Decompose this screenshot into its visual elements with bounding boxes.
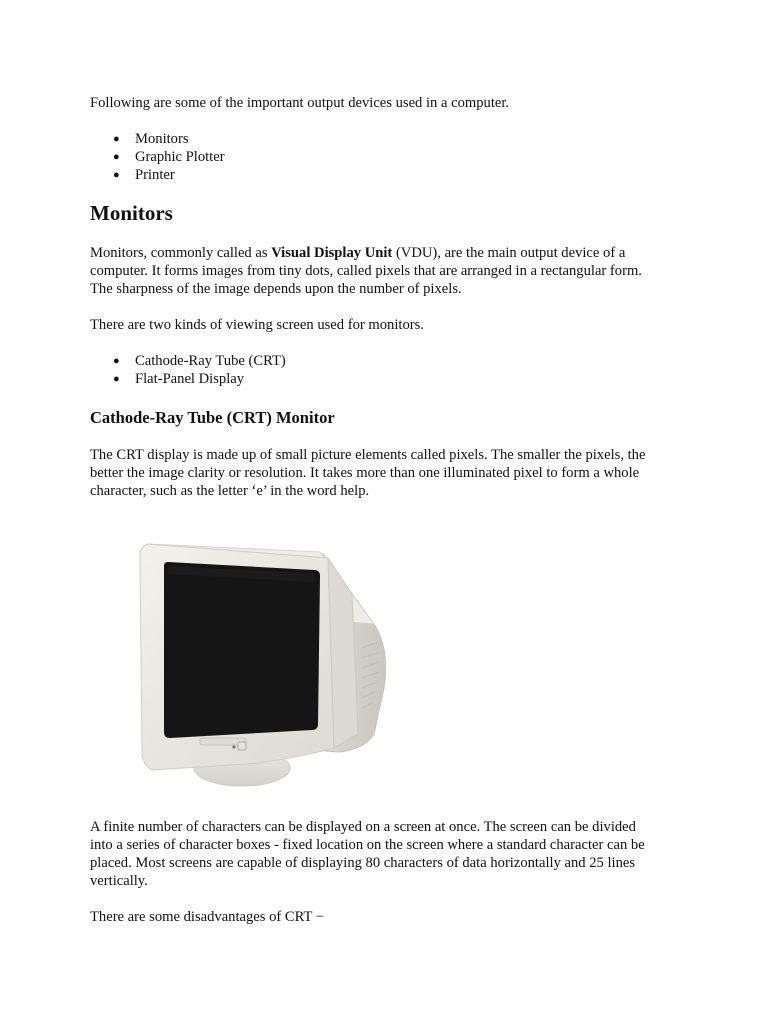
monitors-heading: Monitors bbox=[90, 201, 173, 225]
crt-paragraph-2: A finite number of characters can be displayed on a screen at once. The screen can be divided into a series of character boxes - fixed location on the screen where a standard character can be placed. Most screens are capable of displaying 80 characters of data horizontally and 25 lines vertically. bbox=[90, 819, 645, 889]
list-item: ● Flat-Panel Display bbox=[113, 371, 245, 387]
bullet-icon: ● bbox=[113, 133, 120, 145]
crt-lower-section bbox=[90, 818, 680, 926]
screen-kinds-list bbox=[90, 352, 680, 388]
monitors-paragraph: Monitors, commonly called as Visual Display Unit (VDU), are the main output device of a computer. It forms images from tiny dots, called pixels that are arranged in a rectangular form. The sharpness of the image depends upon the number of pixels. bbox=[90, 245, 642, 297]
list-item: ● Cathode-Ray Tube (CRT) bbox=[113, 353, 286, 369]
list-item: ● Printer bbox=[113, 167, 175, 183]
viewing-screens-paragraph: There are two kinds of viewing screen used for monitors. bbox=[90, 317, 424, 333]
document-page bbox=[90, 94, 680, 500]
list-item: ● Monitors bbox=[113, 131, 189, 147]
intro-paragraph: Following are some of the important output devices used in a computer. bbox=[90, 95, 510, 111]
bullet-icon: ● bbox=[113, 151, 120, 163]
bullet-icon: ● bbox=[113, 355, 120, 367]
crt-monitor-icon bbox=[138, 538, 394, 796]
crt-heading: Cathode-Ray Tube (CRT) Monitor bbox=[90, 408, 335, 427]
vdu-term: Visual Display Unit bbox=[271, 245, 393, 261]
list-item: ● Graphic Plotter bbox=[113, 149, 225, 165]
crt-disadvantages-intro: There are some disadvantages of CRT − bbox=[90, 909, 325, 925]
bullet-icon: ● bbox=[113, 169, 120, 181]
crt-paragraph-1: The CRT display is made up of small picture elements called pixels. The smaller the pixels, the better the image clarity or resolution. It takes more than one illuminated pixel to form a whole character, such as the letter ‘e’ in the word help. bbox=[90, 447, 646, 499]
bullet-icon: ● bbox=[113, 373, 120, 385]
output-devices-list bbox=[90, 130, 680, 184]
crt-monitor-image bbox=[138, 538, 394, 796]
